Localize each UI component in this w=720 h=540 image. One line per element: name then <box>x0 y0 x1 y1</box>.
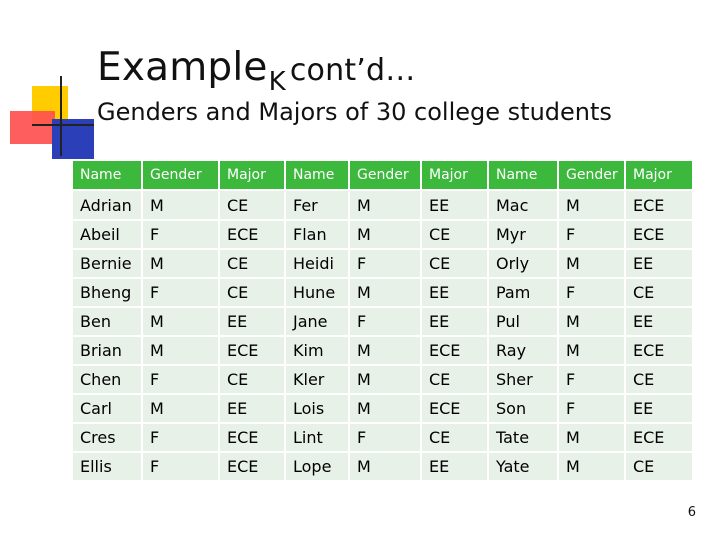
table-cell: Cres <box>73 424 141 451</box>
table-cell: Kler <box>286 366 348 393</box>
table-cell: CE <box>422 366 487 393</box>
table-cell: Hune <box>286 279 348 306</box>
table-cell: ECE <box>626 424 692 451</box>
table-cell: Lope <box>286 453 348 480</box>
table-row <box>73 308 692 335</box>
table-cell: M <box>559 424 624 451</box>
table-cell: ECE <box>220 453 284 480</box>
table-cell: CE <box>422 221 487 248</box>
table-cell: F <box>559 366 624 393</box>
table-cell: Ben <box>73 308 141 335</box>
table-row <box>73 279 692 306</box>
table-cell: Brian <box>73 337 141 364</box>
students-table <box>71 159 694 482</box>
header-gender-2: Gender <box>350 161 420 189</box>
table-cell: Lint <box>286 424 348 451</box>
table-cell: CE <box>220 366 284 393</box>
table-cell: Pul <box>489 308 557 335</box>
decor-vertical-line <box>60 76 62 156</box>
table-cell: F <box>559 221 624 248</box>
table-row <box>73 250 692 277</box>
table-cell: EE <box>626 250 692 277</box>
table-cell: EE <box>422 279 487 306</box>
table-cell: Carl <box>73 395 141 422</box>
table-cell: M <box>350 453 420 480</box>
table-cell: Flan <box>286 221 348 248</box>
table-cell: Lois <box>286 395 348 422</box>
table-cell: ECE <box>626 191 692 219</box>
table-row <box>73 366 692 393</box>
table-cell: M <box>143 308 218 335</box>
table-cell: EE <box>422 453 487 480</box>
title-main: Example <box>97 45 268 90</box>
table-cell: ECE <box>422 337 487 364</box>
table-cell: Pam <box>489 279 557 306</box>
header-major-2: Major <box>422 161 487 189</box>
header-major-1: Major <box>220 161 284 189</box>
table-cell: Heidi <box>286 250 348 277</box>
decor-horizontal-line <box>32 124 94 126</box>
table-row <box>73 221 692 248</box>
table-cell: Ray <box>489 337 557 364</box>
table-row <box>73 424 692 451</box>
table-cell: ECE <box>220 221 284 248</box>
table-cell: Son <box>489 395 557 422</box>
slide-title <box>97 45 415 97</box>
table-cell: Bernie <box>73 250 141 277</box>
table-row <box>73 191 692 219</box>
table-cell: F <box>559 395 624 422</box>
table-cell: F <box>143 221 218 248</box>
table-cell: Ellis <box>73 453 141 480</box>
table-cell: CE <box>626 366 692 393</box>
table-cell: M <box>350 191 420 219</box>
table-cell: EE <box>626 395 692 422</box>
table-cell: F <box>143 424 218 451</box>
table-cell: EE <box>422 308 487 335</box>
table-cell: CE <box>220 250 284 277</box>
header-gender-3: Gender <box>559 161 624 189</box>
table-cell: M <box>559 453 624 480</box>
table-cell: ECE <box>626 221 692 248</box>
table-cell: ECE <box>422 395 487 422</box>
table-cell: EE <box>626 308 692 335</box>
table-cell: M <box>143 250 218 277</box>
table-cell: M <box>143 395 218 422</box>
slide-subtitle: Genders and Majors of 30 college students <box>97 98 612 126</box>
table-cell: F <box>350 424 420 451</box>
table-cell: CE <box>422 424 487 451</box>
table-cell: Orly <box>489 250 557 277</box>
table-cell: CE <box>220 191 284 219</box>
table-cell: Myr <box>489 221 557 248</box>
table-cell: M <box>559 191 624 219</box>
table-cell: CE <box>422 250 487 277</box>
table-cell: F <box>350 250 420 277</box>
table-cell: M <box>559 308 624 335</box>
header-gender-1: Gender <box>143 161 218 189</box>
table-cell: EE <box>220 308 284 335</box>
table-cell: M <box>350 395 420 422</box>
table-cell: CE <box>626 279 692 306</box>
decor-red-square <box>10 111 55 144</box>
table-cell: Fer <box>286 191 348 219</box>
table-cell: Kim <box>286 337 348 364</box>
table-cell: M <box>143 191 218 219</box>
header-name-3: Name <box>489 161 557 189</box>
title-rest: cont’d… <box>289 53 416 88</box>
table-header-row <box>73 161 692 189</box>
table-cell: F <box>143 453 218 480</box>
table-cell: ECE <box>220 424 284 451</box>
table-cell: F <box>350 308 420 335</box>
table-cell: M <box>350 279 420 306</box>
table-row <box>73 337 692 364</box>
table-cell: Yate <box>489 453 557 480</box>
table-cell: Abeil <box>73 221 141 248</box>
table-cell: Chen <box>73 366 141 393</box>
table-cell: F <box>143 366 218 393</box>
table-cell: M <box>350 337 420 364</box>
table-cell: F <box>143 279 218 306</box>
table-cell: M <box>559 337 624 364</box>
table-cell: M <box>350 221 420 248</box>
table-cell: EE <box>220 395 284 422</box>
table-cell: Sher <box>489 366 557 393</box>
header-major-3: Major <box>626 161 692 189</box>
header-name-2: Name <box>286 161 348 189</box>
table-cell: F <box>559 279 624 306</box>
table-cell: Mac <box>489 191 557 219</box>
table-row <box>73 395 692 422</box>
page-number: 6 <box>687 505 696 520</box>
table-row <box>73 453 692 480</box>
table-cell: ECE <box>220 337 284 364</box>
table-cell: CE <box>220 279 284 306</box>
table-cell: CE <box>626 453 692 480</box>
header-name-1: Name <box>73 161 141 189</box>
table-cell: Bheng <box>73 279 141 306</box>
table-cell: ECE <box>626 337 692 364</box>
table-cell: M <box>350 366 420 393</box>
table-cell: M <box>559 250 624 277</box>
table-cell: Tate <box>489 424 557 451</box>
table-cell: Adrian <box>73 191 141 219</box>
title-subscript: K <box>268 67 286 97</box>
table-cell: EE <box>422 191 487 219</box>
table-cell: Jane <box>286 308 348 335</box>
table-cell: M <box>143 337 218 364</box>
